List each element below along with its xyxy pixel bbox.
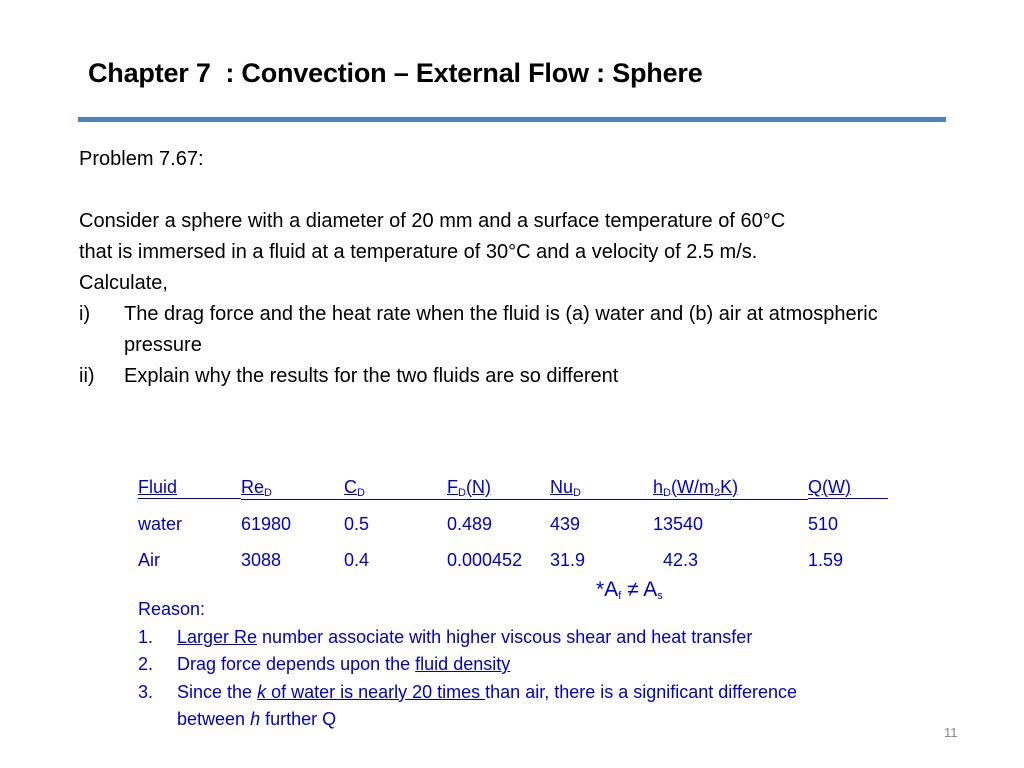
cell-nu: 31.9: [550, 549, 586, 570]
cell-cd: 0.4: [344, 549, 370, 570]
list-item: [79, 361, 959, 392]
table-row: [138, 542, 888, 578]
reason-item-text: Larger Re number associate with higher viscous shear and heat transfer: [177, 626, 753, 647]
cell-h: 13540: [653, 513, 704, 534]
results-table: [138, 470, 888, 578]
problem-body: [79, 144, 959, 392]
page-number: 11: [944, 725, 958, 740]
cell-fd: 0.489: [447, 513, 493, 534]
header-nu: $Nu_D$: [550, 477, 653, 500]
reason-item: [138, 651, 858, 679]
header-fd: $F_D(N)$: [447, 477, 550, 500]
header-cd: $C_D$: [344, 477, 447, 500]
cell-fluid: Air: [138, 549, 160, 570]
title-underline-bar: [78, 117, 946, 122]
intro-line: that is immersed in a fluid at a temperature of 30°C and a velocity of 2.5 m/s.: [79, 241, 758, 263]
reason-item: [138, 624, 858, 652]
list-item-number: i): [79, 303, 91, 325]
reason-item-number: 2.: [138, 654, 154, 674]
slide-title: Chapter 7 : Convection – External Flow : Sphere: [88, 58, 703, 88]
reason-label: Reason:: [138, 599, 206, 619]
reason-item-number: 1.: [138, 626, 154, 647]
cell-fluid: water: [138, 513, 183, 534]
cell-fd: 0.000452: [447, 549, 523, 570]
table-row: [138, 506, 888, 542]
list-item-number: ii): [79, 365, 95, 387]
reason-item: [138, 679, 858, 734]
intro-line: Consider a sphere with a diameter of 20 mm and a surface temperature of 60°C: [79, 210, 786, 232]
cell-q: 510: [808, 513, 839, 534]
list-item-text: Explain why the results for the two fluids are so different: [124, 365, 619, 387]
area-note: $*A_f \ne A_s$: [596, 578, 663, 602]
header-re: $Re_D$: [241, 477, 344, 500]
reason-item-number: 3.: [138, 681, 154, 702]
cell-re: 61980: [241, 513, 292, 534]
intro-line: Calculate,: [79, 272, 168, 294]
cell-nu: 439: [550, 513, 581, 534]
cell-h: 42.3: [653, 549, 699, 570]
header-q: Q(W): [808, 477, 888, 499]
cell-q: 1.59: [808, 549, 844, 570]
list-item-text: The drag force and the heat rate when the fluid is (a) water and (b) air at atmospheric pressure: [124, 303, 878, 356]
list-item: [79, 299, 959, 361]
table-header-row: [138, 470, 888, 506]
cell-cd: 0.5: [344, 513, 370, 534]
reason-block: [138, 596, 858, 734]
reason-item-text: Since the k of water is nearly 20 times than air, there is a significant difference between h further Q: [177, 681, 798, 729]
cell-re: 3088: [241, 549, 282, 570]
problem-label: Problem 7.67:: [79, 148, 204, 170]
header-h: $h_D(W/m_2K)$: [653, 477, 808, 500]
header-fluid: Fluid: [138, 477, 241, 499]
reason-item-text: Drag force depends upon the fluid density: [177, 654, 511, 674]
